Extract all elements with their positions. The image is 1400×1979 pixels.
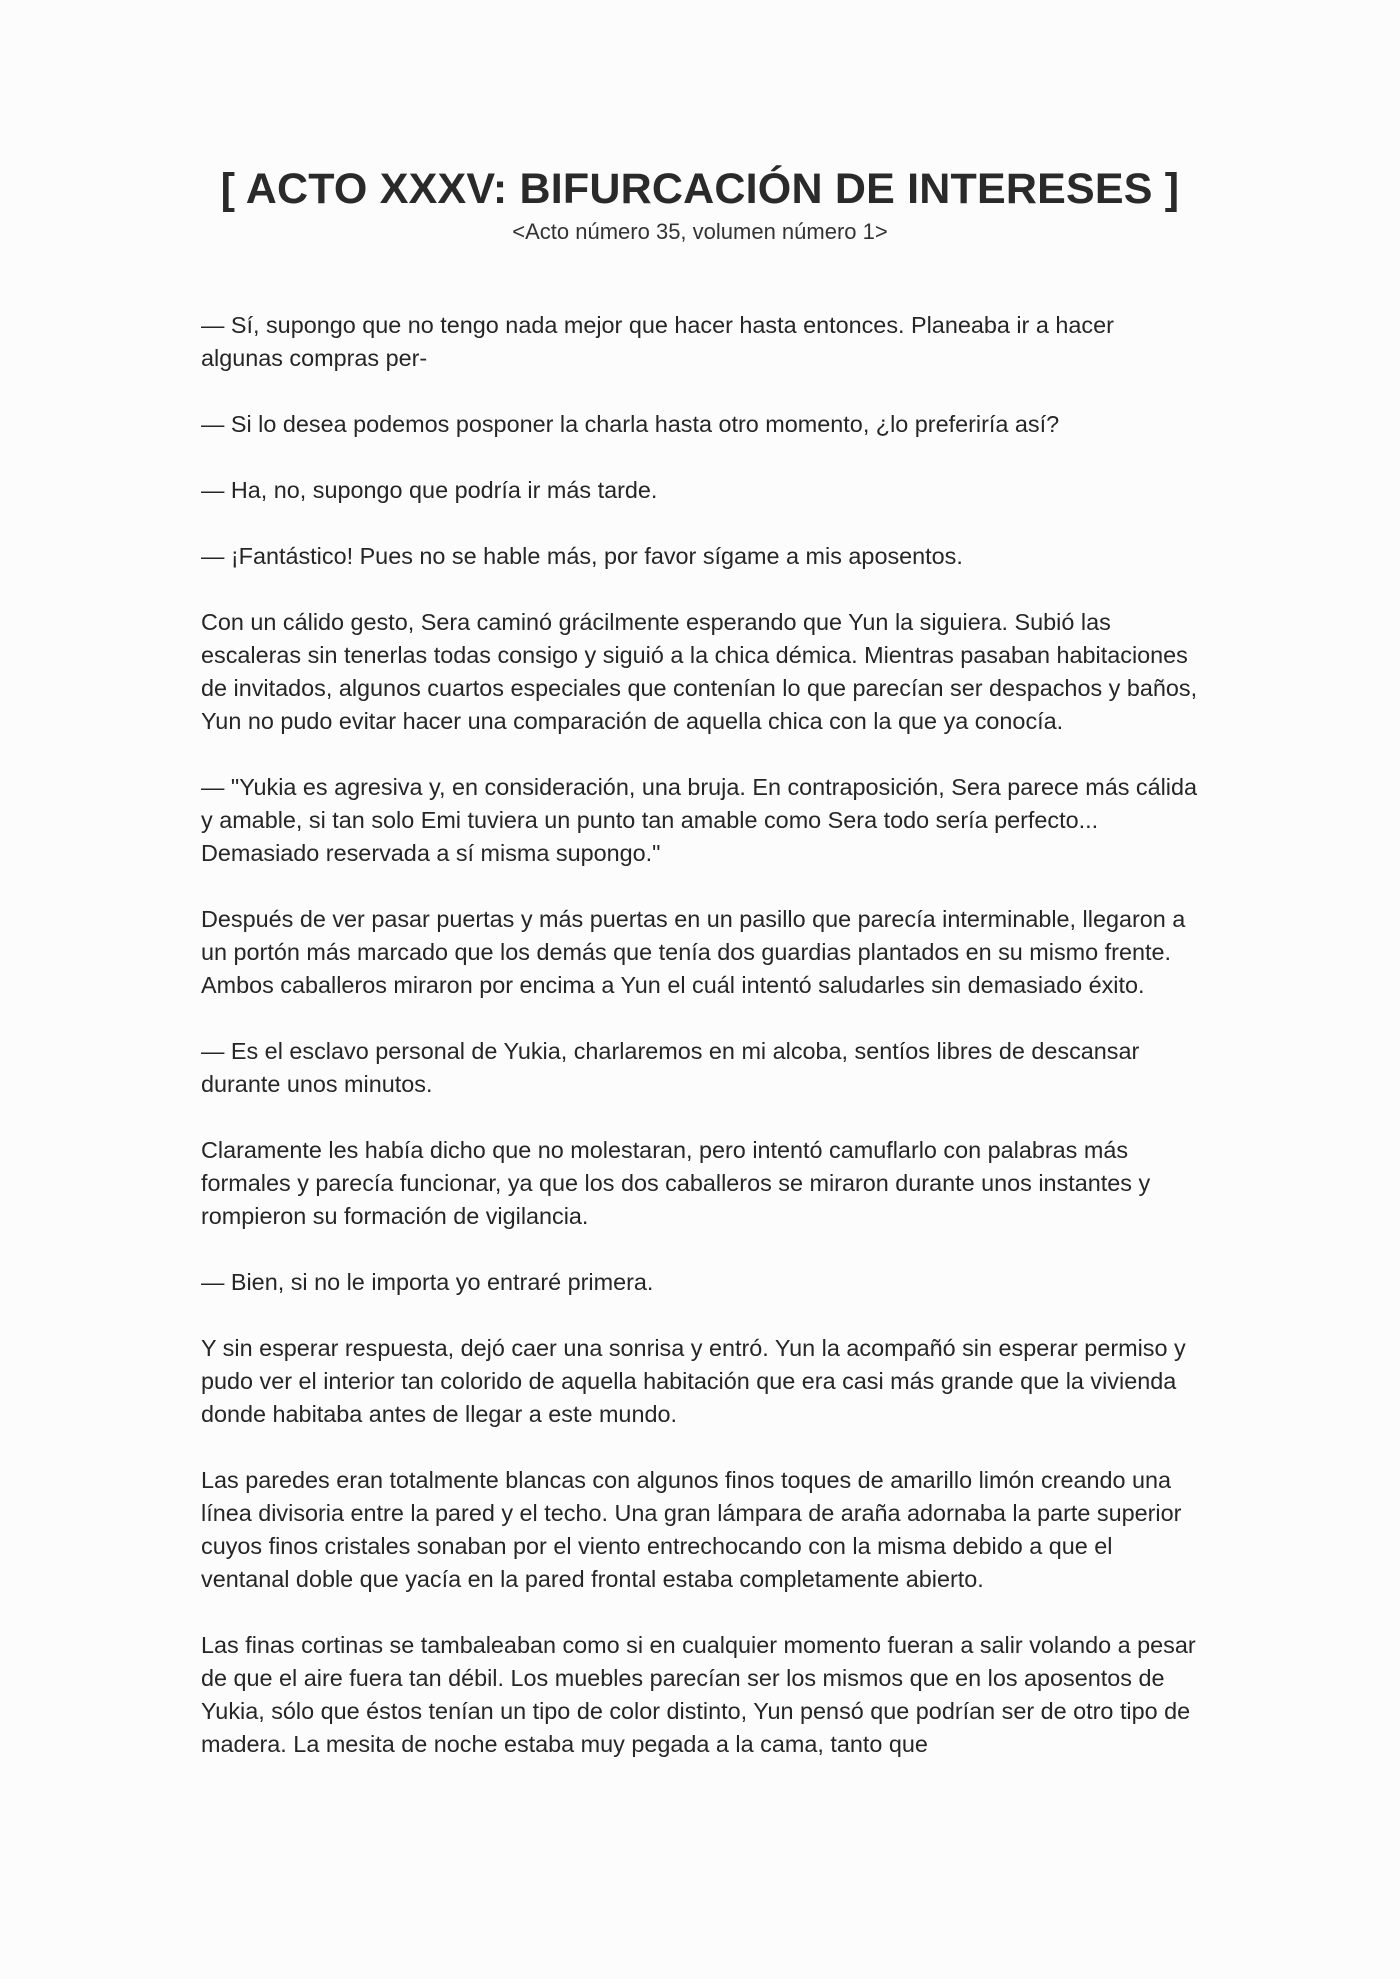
paragraph: — "Yukia es agresiva y, en consideración, una bruja. En contraposición, Sera parece más cálida y amable, si tan solo Emi tuviera un punto tan amable como Sera todo sería perfecto... Demasiado reservada a sí misma supongo." bbox=[201, 774, 1198, 866]
paragraph: Con un cálido gesto, Sera caminó grácilmente esperando que Yun la siguiera. Subió las escaleras sin tenerlas todas consigo y siguió a la chica démica. Mientras pasaban habitaciones de invitados, algunos cuartos especiales que contenían lo que parecían ser despachos y baños, Yun no pudo evitar hacer una comparación de aquella chica con la que ya conocía. bbox=[201, 609, 1198, 734]
paragraph: — Sí, supongo que no tengo nada mejor que hacer hasta entonces. Planeaba ir a hacer algunas compras per- bbox=[201, 312, 1114, 371]
paragraph: Claramente les había dicho que no molestaran, pero intentó camuflarlo con palabras más formales y parecía funcionar, ya que los dos caballeros se miraron durante unos instantes y rompieron su formación de vigilancia. bbox=[201, 1137, 1151, 1229]
paragraph: Y sin esperar respuesta, dejó caer una sonrisa y entró. Yun la acompañó sin esperar permiso y pudo ver el interior tan colorido de aquella habitación que era casi más grande que la vivienda donde habitaba antes de llegar a este mundo. bbox=[201, 1335, 1186, 1427]
paragraph: Después de ver pasar puertas y más puertas en un pasillo que parecía interminable, llegaron a un portón más marcado que los demás que tenía dos guardias plantados en su mismo frente. Ambos caballeros miraron por encima a Yun el cuál intentó saludarles sin demasiado éxito. bbox=[201, 906, 1186, 998]
paragraph: — Bien, si no le importa yo entraré primera. bbox=[201, 1269, 654, 1295]
paragraph: — Si lo desea podemos posponer la charla hasta otro momento, ¿lo preferiría así? bbox=[201, 411, 1060, 437]
paragraph: Las paredes eran totalmente blancas con algunos finos toques de amarillo limón creando una línea divisoria entre la pared y el techo. Una gran lámpara de araña adornaba la parte superior cuyos finos cristales sonaban por el viento entrechocando con la misma debido a que el ventanal doble que yacía en la pared frontal estaba completamente abierto. bbox=[201, 1467, 1182, 1592]
paragraph: — ¡Fantástico! Pues no se hable más, por favor sígame a mis aposentos. bbox=[201, 543, 963, 569]
paragraph: — Ha, no, supongo que podría ir más tarde. bbox=[201, 477, 658, 503]
page-title: [ ACTO XXXV: BIFURCACIÓN DE INTERESES ] bbox=[220, 165, 1180, 213]
body-text bbox=[201, 309, 1201, 1794]
page-subtitle: <Acto número 35, volumen número 1> bbox=[512, 219, 888, 244]
paragraph: — Es el esclavo personal de Yukia, charlaremos en mi alcoba, sentíos libres de descansar durante unos minutos. bbox=[201, 1038, 1140, 1097]
paragraph: Las finas cortinas se tambaleaban como si en cualquier momento fueran a salir volando a pesar de que el aire fuera tan débil. Los muebles parecían ser los mismos que en los aposentos de Yukia, sólo que éstos tenían un tipo de color distinto, Yun pensó que podrían ser de otro tipo de madera. La mesita de noche estaba muy pegada a la cama, tanto que bbox=[201, 1632, 1196, 1757]
